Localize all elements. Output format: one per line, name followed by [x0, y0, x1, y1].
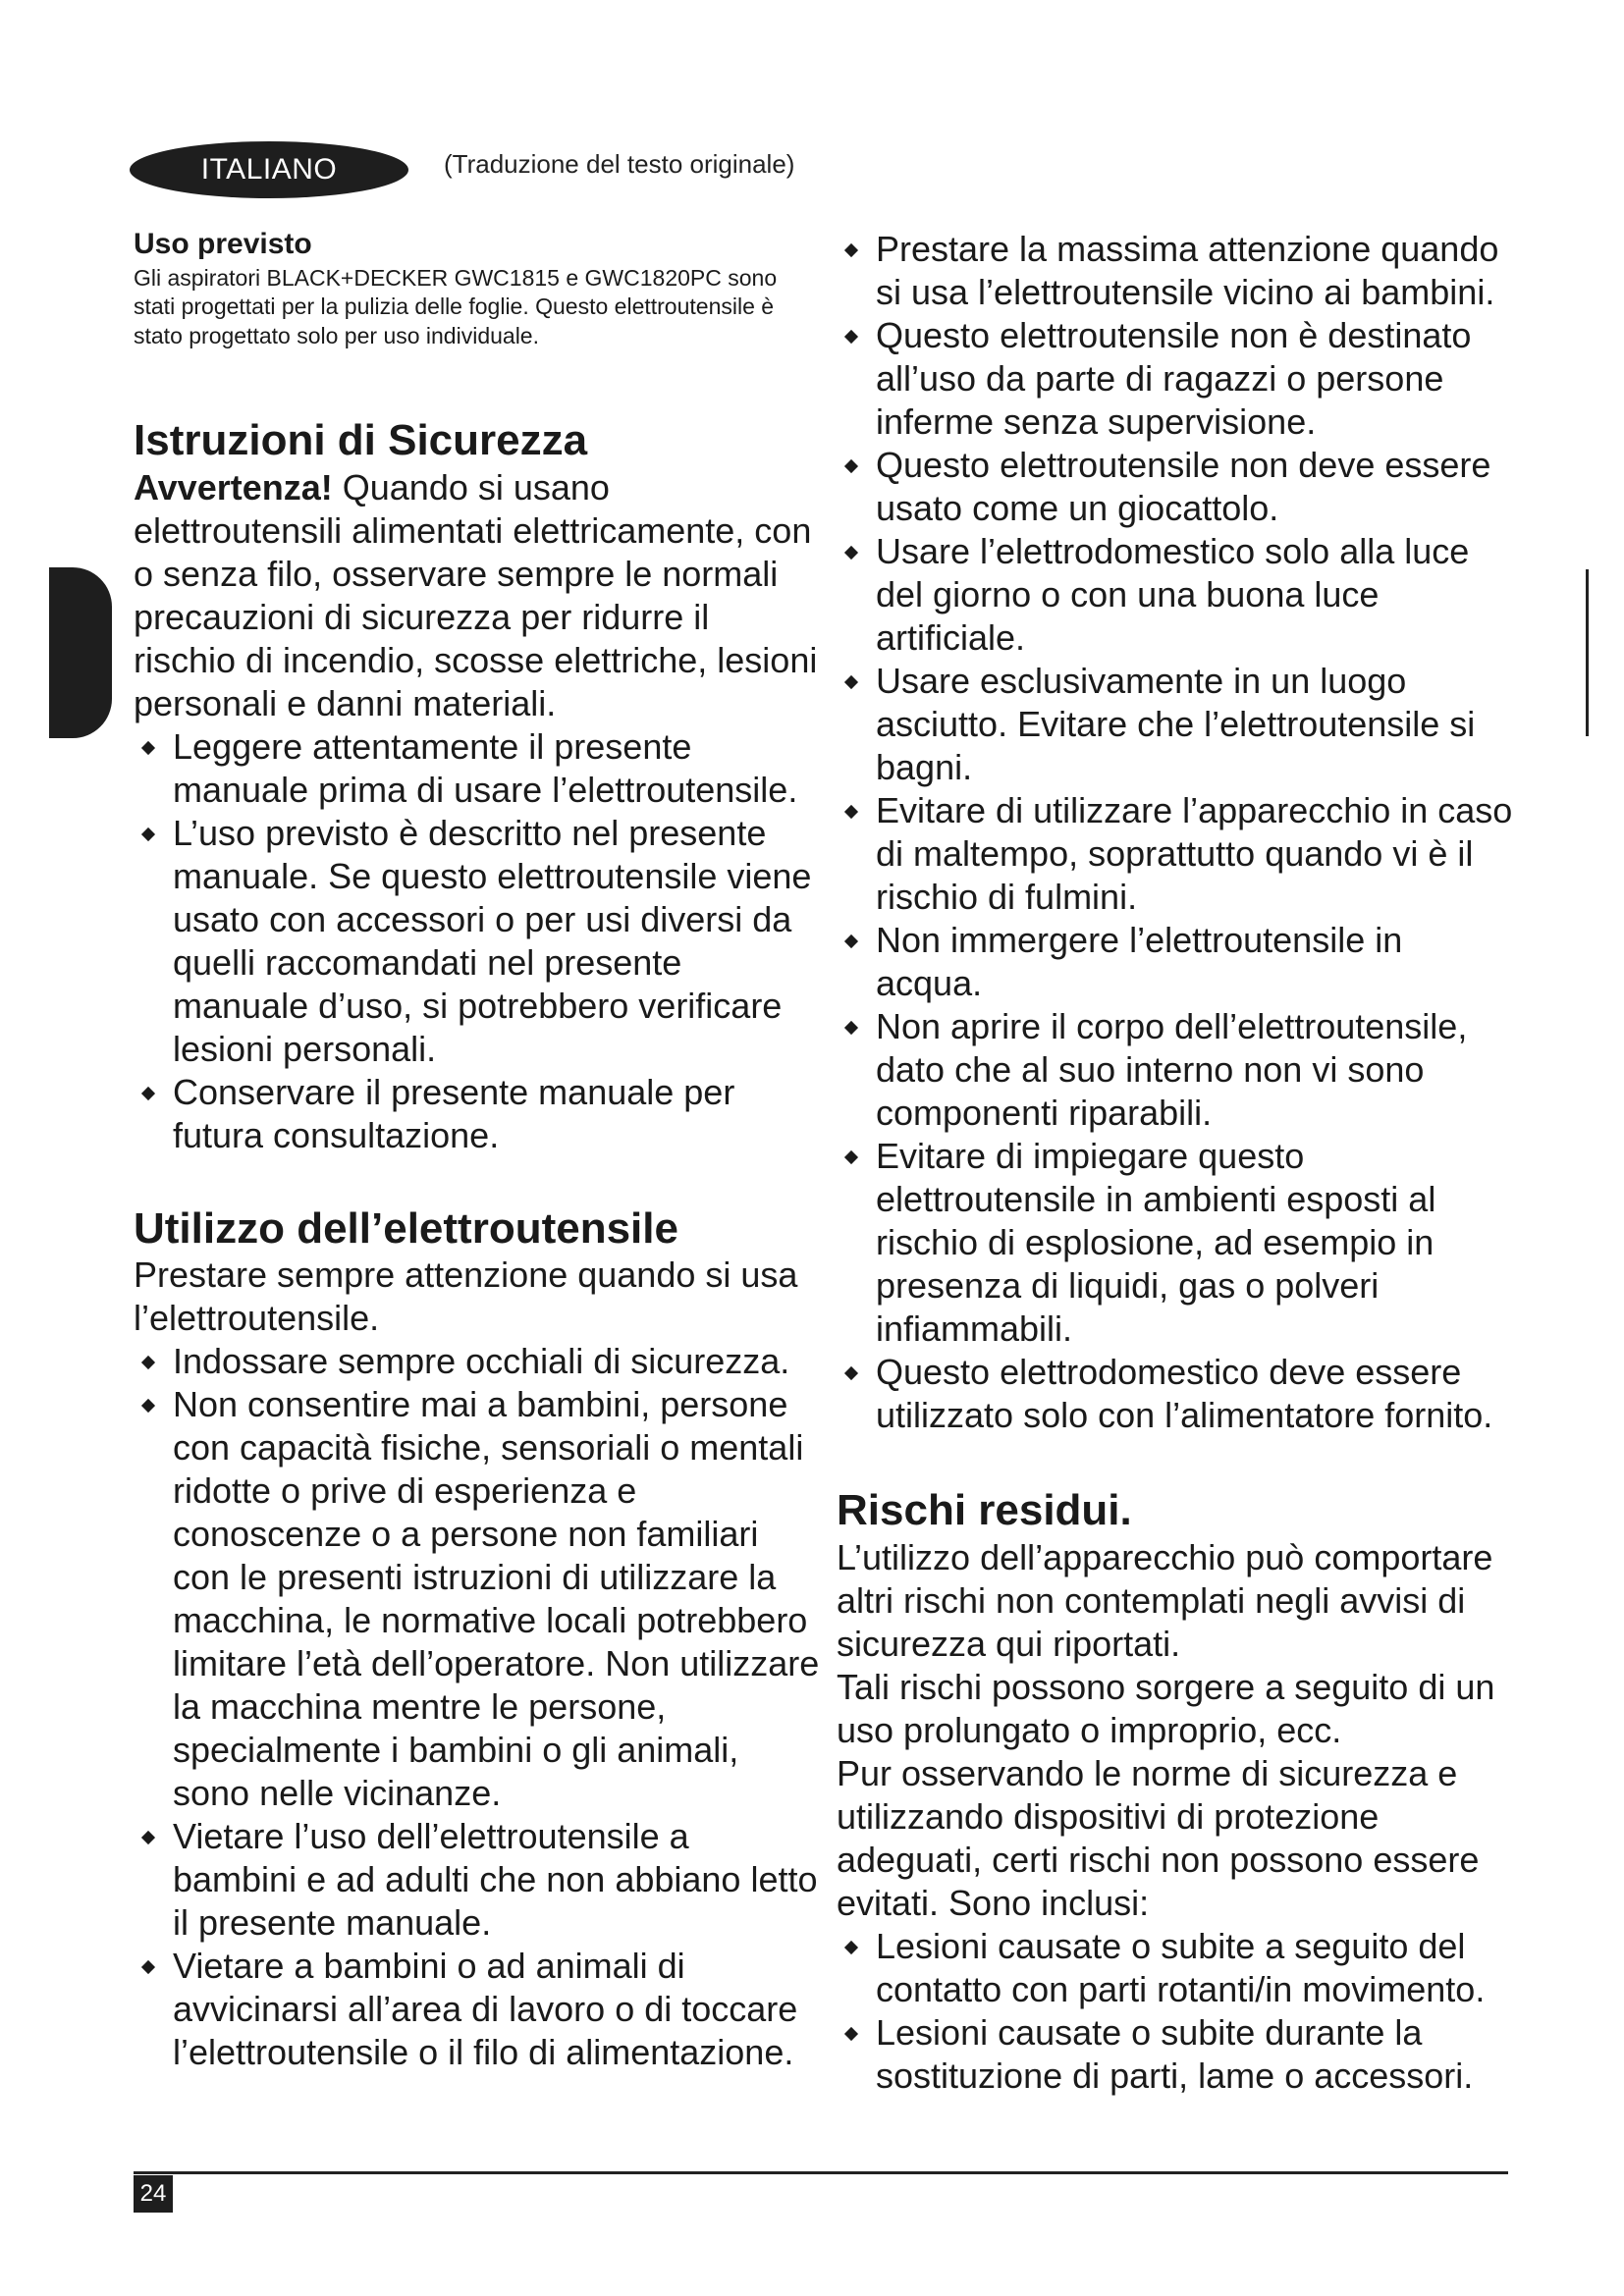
left-column [134, 228, 821, 2074]
list-item [837, 1925, 1514, 2011]
intended-use-text: Gli aspiratori BLACK+DECKER GWC1815 e GWC1820PC sono stati progettati per la pulizia delle foglie. Questo elettroutensile è stato progettato solo per uso individuale. [134, 264, 778, 349]
list-item [837, 1351, 1514, 1437]
residual-paragraph-2: Tali rischi possono sorgere a seguito di un uso prolungato o improprio, ecc. [837, 1666, 1495, 1750]
list-item [134, 1383, 821, 1815]
safety-bullet-list [134, 725, 821, 1157]
diamond-bullet-icon [844, 675, 858, 689]
list-item-text: Questo elettrodomestico deve essere utilizzato solo con l’alimentatore fornito. [876, 1352, 1493, 1435]
list-item [837, 1135, 1514, 1351]
list-item [837, 314, 1514, 444]
diamond-bullet-icon [844, 1150, 858, 1164]
diamond-bullet-icon [844, 934, 858, 948]
safety-warning [134, 466, 821, 725]
diamond-bullet-icon [844, 330, 858, 344]
diamond-bullet-icon [844, 243, 858, 257]
list-item [837, 789, 1514, 919]
right-column [837, 228, 1514, 2098]
tool-use-title: Utilizzo dell’elettroutensile [134, 1203, 678, 1253]
list-item-text: Indossare sempre occhiali di sicurezza. [173, 1341, 790, 1382]
residual-risks-title: Rischi residui. [837, 1486, 1132, 1534]
list-item-text: Questo elettroutensile non deve essere usato come un giocattolo. [876, 445, 1491, 528]
diamond-bullet-icon [141, 1399, 155, 1413]
list-item-text: Leggere attentamente il presente manuale prima di usare l’elettroutensile. [173, 725, 798, 810]
diamond-bullet-icon [844, 805, 858, 819]
page-number: 24 [134, 2175, 173, 2213]
side-tab-marker [49, 567, 112, 738]
list-item-text: Prestare la massima attenzione quando si usa l’elettroutensile vicino ai bambini. [876, 229, 1499, 312]
diamond-bullet-icon [141, 741, 155, 755]
diamond-bullet-icon [844, 1366, 858, 1380]
list-item-text: Non immergere l’elettroutensile in acqua. [876, 920, 1403, 1003]
list-item-text: Evitare di impiegare questo elettroutensile in ambienti esposti al rischio di esplosione, ad esempio in presenza di liquidi, gas o polveri infiammabili. [876, 1136, 1436, 1349]
diamond-bullet-icon [844, 2027, 858, 2041]
diamond-bullet-icon [141, 1087, 155, 1100]
list-item-text: Questo elettroutensile non è destinato all’uso da parte di ragazzi o persone inferme senza supervisione. [876, 315, 1472, 442]
tool-use-bullet-list [134, 1340, 821, 2074]
list-item [134, 812, 821, 1071]
list-item [837, 1005, 1514, 1135]
list-item-text: Non aprire il corpo dell’elettroutensile, dato che al suo interno non vi sono componenti riparabili. [876, 1006, 1468, 1133]
language-badge: ITALIANO [130, 141, 408, 198]
list-item-text: Lesioni causate o subite a seguito del contatto con parti rotanti/in movimento. [876, 1925, 1486, 2009]
list-item [837, 530, 1514, 660]
diamond-bullet-icon [141, 1356, 155, 1369]
residual-paragraph-1: L’utilizzo dell’apparecchio può comportare altri rischi non contemplati negli avvisi di sicurezza qui riportati. [837, 1536, 1493, 1664]
list-item-text: Evitare di utilizzare l’apparecchio in caso di maltempo, soprattutto quando vi è il rischio di fulmini. [876, 790, 1513, 917]
diamond-bullet-icon [844, 546, 858, 560]
diamond-bullet-icon [844, 1021, 858, 1035]
list-item [134, 1815, 821, 1945]
list-item [837, 228, 1514, 314]
list-item [134, 1071, 821, 1157]
warning-label: Avvertenza! [134, 466, 333, 507]
list-item-text: L’uso previsto è descritto nel presente manuale. Se questo elettroutensile viene usato con accessori o per usi diversi da quelli raccomandati nel presente manuale d’uso, si potrebbero verificare lesioni personali. [173, 812, 812, 1069]
translation-note: (Traduzione del testo originale) [444, 149, 795, 179]
list-item-text: Non consentire mai a bambini, persone con capacità fisiche, sensoriali o mentali ridotte o prive di esperienza e conoscenze o a persone non familiari con le presenti istruzioni di utilizzare la macchina, le normative locali potrebbero limitare l’età dell’operatore. Non utilizzare la macchina mentre le persone, specialmente i bambini o gli animali, sono nelle vicinanze. [173, 1384, 820, 1814]
right-bullet-list [837, 228, 1514, 1437]
list-item-text: Conservare il presente manuale per futura consultazione. [173, 1071, 735, 1155]
list-item [837, 444, 1514, 530]
diamond-bullet-icon [141, 1960, 155, 1974]
list-item-text: Usare esclusivamente in un luogo asciutto. Evitare che l’elettroutensile si bagni. [876, 661, 1476, 787]
list-item [134, 1945, 821, 2074]
right-margin-rule [1586, 569, 1589, 736]
bottom-rule [134, 2171, 1508, 2174]
diamond-bullet-icon [844, 1941, 858, 1954]
warning-text: Quando si usano elettroutensili alimentati elettricamente, con o senza filo, osservare sempre le normali precauzioni di sicurezza per ridurre il rischio di incendio, scosse elettriche, lesioni personali e danni materiali. [134, 466, 818, 723]
list-item-text: Lesioni causate o subite durante la sostituzione di parti, lame o accessori. [876, 2011, 1474, 2096]
diamond-bullet-icon [141, 1831, 155, 1844]
list-item-text: Usare l’elettrodomestico solo alla luce del giorno o con una buona luce artificiale. [876, 531, 1470, 658]
list-item [837, 2011, 1514, 2098]
list-item [134, 1340, 821, 1383]
diamond-bullet-icon [141, 828, 155, 841]
tool-use-intro: Prestare sempre attenzione quando si usa l’elettroutensile. [134, 1255, 798, 1339]
intended-use-title: Uso previsto [134, 228, 312, 260]
residual-paragraph-3: Pur osservando le norme di sicurezza e utilizzando dispositivi di protezione adeguati, certi rischi non possono essere evitati. Sono inclusi: [837, 1752, 1480, 1923]
list-item-text: Vietare a bambini o ad animali di avvicinarsi all’area di lavoro o di toccare l’elettroutensile o il filo di alimentazione. [173, 1946, 798, 2073]
residual-bullet-list [837, 1925, 1514, 2098]
safety-title: Istruzioni di Sicurezza [134, 416, 588, 465]
list-item [837, 660, 1514, 789]
list-item [134, 725, 821, 812]
list-item [837, 919, 1514, 1005]
diamond-bullet-icon [844, 459, 858, 473]
list-item-text: Vietare l’uso dell’elettroutensile a bambini e ad adulti che non abbiano letto il presente manuale. [173, 1816, 818, 1944]
